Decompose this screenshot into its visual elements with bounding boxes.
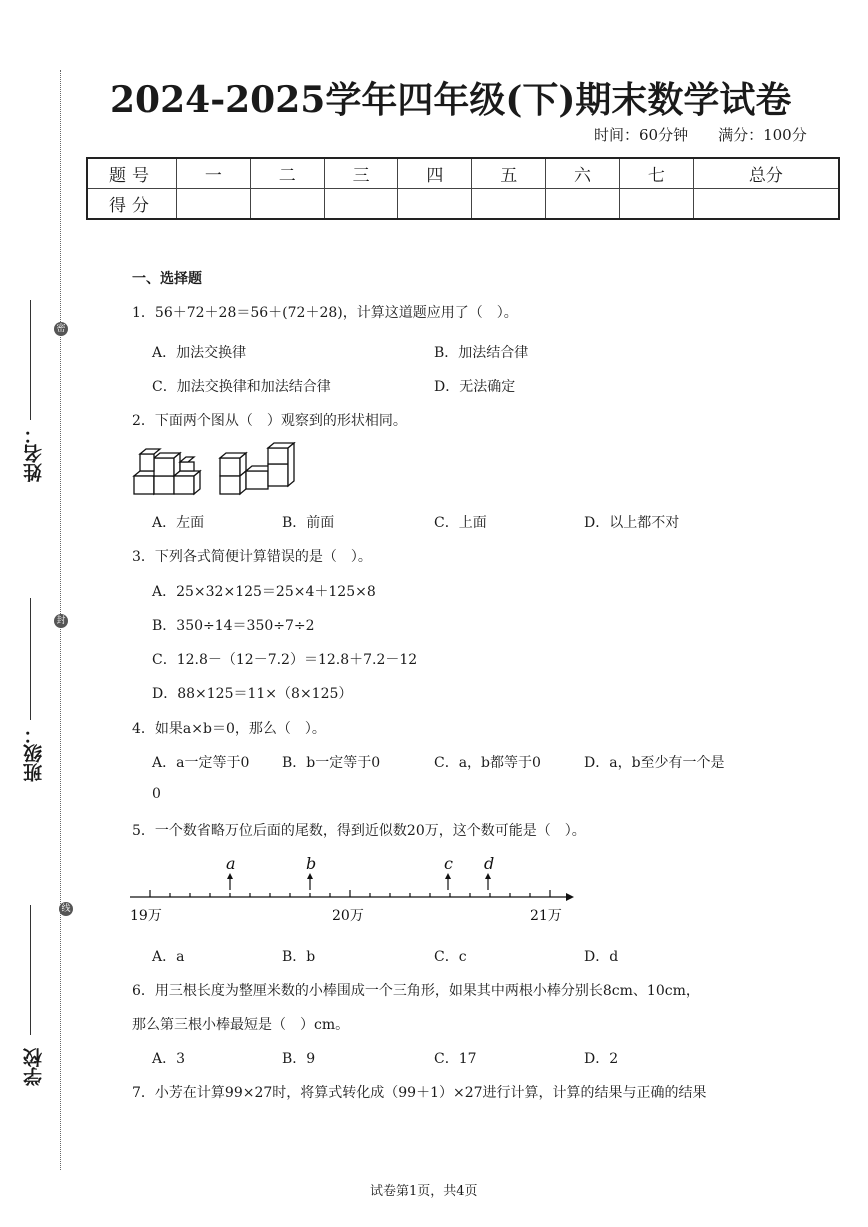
table-cell: 二 <box>250 158 324 189</box>
tick-marks <box>150 890 550 897</box>
option[interactable]: A．25×32×125＝25×4＋125×8 <box>152 584 376 600</box>
marker-arrowhead-c <box>445 873 451 879</box>
marker-label-a: a <box>226 854 236 873</box>
score-cell[interactable] <box>693 189 839 220</box>
option[interactable]: B．加法结合律 <box>434 345 529 361</box>
name-underline <box>30 300 31 420</box>
marker-label-b: b <box>306 854 317 873</box>
question-7: 7．小芳在计算99×27时，将算式转化成（99＋1）×27进行计算，计算的结果与正确的结果 <box>132 1085 707 1101</box>
option[interactable]: D．88×125＝11×（8×125） <box>152 686 353 702</box>
question-1: 1．56＋72＋28＝56＋(72＋28)，计算这道题应用了（ ）。 <box>132 305 518 321</box>
score-cell[interactable] <box>398 189 472 220</box>
numline-label-20: 20万 <box>332 908 364 924</box>
seal-xian: 线 <box>59 902 73 916</box>
table-cell: 题号 <box>87 158 177 189</box>
full-score-label: 满分：100分 <box>718 126 807 144</box>
option[interactable]: D．d <box>584 949 619 965</box>
question-4: 4．如果a×b＝0，那么（ ）。 <box>132 721 326 737</box>
option[interactable]: C．c <box>434 949 467 965</box>
score-cell[interactable] <box>472 189 546 220</box>
option[interactable]: D．以上都不对 <box>584 515 680 531</box>
score-cell[interactable] <box>250 189 324 220</box>
marker-label-d: d <box>484 854 495 873</box>
question-6-line2: 那么第三根小棒最短是（ ）cm。 <box>132 1017 350 1033</box>
marker-label-c: c <box>444 854 453 873</box>
name-label: 姓名： <box>23 425 45 482</box>
table-cell: 一 <box>177 158 251 189</box>
markers <box>226 854 494 890</box>
table-cell: 四 <box>398 158 472 189</box>
seal-feng: 封 <box>54 614 68 628</box>
section-heading: 一、选择题 <box>132 271 202 287</box>
option[interactable]: A．a一定等于0 <box>152 755 250 771</box>
option[interactable]: A．a <box>152 949 185 965</box>
option[interactable]: C．上面 <box>434 515 487 531</box>
score-table-score-row <box>87 189 839 220</box>
table-cell: 五 <box>472 158 546 189</box>
option[interactable]: D．a，b至少有一个是 <box>584 755 725 771</box>
question-3: 3．下列各式简便计算错误的是（ ）。 <box>132 549 372 565</box>
table-cell: 六 <box>546 158 620 189</box>
marker-arrowhead-a <box>227 873 233 879</box>
score-table <box>86 157 840 220</box>
marker-arrowhead-b <box>307 873 313 879</box>
option[interactable]: D．无法确定 <box>434 379 516 395</box>
question-5: 5．一个数省略万位后面的尾数，得到近似数20万，这个数可能是（ ）。 <box>132 823 586 839</box>
page-title: 2024-2025学年四年级(下)期末数学试卷 <box>110 79 792 121</box>
numline-label-21: 21万 <box>530 908 562 924</box>
option[interactable]: D．2 <box>584 1051 619 1067</box>
option-wrap: 0 <box>152 786 161 802</box>
option[interactable]: C．12.8－（12－7.2）＝12.8＋7.2－12 <box>152 652 418 668</box>
number-line <box>128 852 578 932</box>
option[interactable]: B．前面 <box>282 515 335 531</box>
score-cell[interactable] <box>177 189 251 220</box>
score-cell[interactable] <box>619 189 693 220</box>
exam-info <box>594 124 837 145</box>
class-label: 班级： <box>23 725 45 782</box>
numline-label-19: 19万 <box>130 908 162 924</box>
page-footer: 试卷第1页，共4页 <box>370 1184 478 1199</box>
option[interactable]: B．b一定等于0 <box>282 755 381 771</box>
table-cell: 得分 <box>87 189 177 220</box>
option[interactable]: C．a，b都等于0 <box>434 755 541 771</box>
table-cell: 三 <box>324 158 398 189</box>
score-cell[interactable] <box>546 189 620 220</box>
option[interactable]: C．17 <box>434 1051 477 1067</box>
table-cell: 总分 <box>693 158 839 189</box>
class-underline <box>30 598 31 720</box>
score-table-header-row <box>87 158 839 189</box>
option[interactable]: B．9 <box>282 1051 316 1067</box>
marker-arrowhead-d <box>485 873 491 879</box>
option[interactable]: A．左面 <box>152 515 205 531</box>
school-label: 学校 <box>23 1048 45 1086</box>
option[interactable]: A．加法交换律 <box>152 345 247 361</box>
question-6: 6．用三根长度为整厘米数的小棒围成一个三角形，如果其中两根小棒分别长8cm、10cm， <box>132 983 700 999</box>
option[interactable]: B．b <box>282 949 316 965</box>
school-underline <box>30 905 31 1035</box>
option[interactable]: A．3 <box>152 1051 186 1067</box>
table-cell: 七 <box>619 158 693 189</box>
option[interactable]: B．350÷14＝350÷7÷2 <box>152 618 315 634</box>
question-2: 2．下面两个图从（ ）观察到的形状相同。 <box>132 413 407 429</box>
seal-mi: 密 <box>54 322 68 336</box>
cube-figures <box>132 442 302 498</box>
score-cell[interactable] <box>324 189 398 220</box>
option[interactable]: C．加法交换律和加法结合律 <box>152 379 331 395</box>
time-label: 时间：60分钟 <box>594 126 689 144</box>
